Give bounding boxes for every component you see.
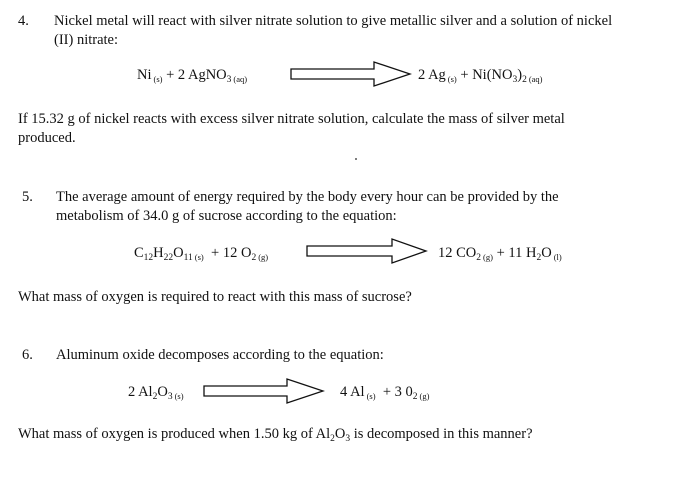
problem-5-equation-reactants: $C_{12}H_{22}O_{11}$ $_{(s)}$ + 12 $O_2$ $_{(g)}$ xyxy=(134,245,269,263)
problem-6-text-line1: Aluminum oxide decomposes according to the equation: xyxy=(56,347,384,363)
problem-6-equation-reactants: 2 $Al_2O_3$ $_{(s)}$ xyxy=(128,384,184,402)
problem-5-text-line2: metabolism of 34.0 g of sucrose according to the equation: xyxy=(56,208,397,224)
problem-4-question-line2: produced. xyxy=(18,130,76,146)
problem-5-question: What mass of oxygen is required to react with this mass of sucrose? xyxy=(18,289,412,305)
problem-5-number: 5. xyxy=(22,189,33,205)
problem-4-number: 4. xyxy=(18,13,29,29)
reaction-arrow-icon xyxy=(290,61,412,87)
problem-5-text-line1: The average amount of energy required by the body every hour can be provided by the xyxy=(56,189,559,205)
problem-4-text-line1: Nickel metal will react with silver nitrate solution to give metallic silver and a solution of nickel xyxy=(54,13,613,29)
problem-4-equation-reactants: Ni $_{(s)}$ + 2 AgNO$_3$ $_{(aq)}$ xyxy=(137,67,248,85)
problem-4-text-line2: (II) nitrate: xyxy=(54,32,119,48)
reaction-arrow-icon xyxy=(203,378,325,404)
problem-5-equation-products: 12 $CO_2$ $_{(g)}$ + 11 $H_2O$ $_{(l)}$ xyxy=(438,245,562,263)
problem-4-equation-products: 2 Ag $_{(s)} + Ni(NO_3)_2$ $_{(aq)}$ xyxy=(418,67,543,85)
stray-dot xyxy=(355,158,357,160)
problem-4-question-line1: If 15.32 g of nickel reacts with excess silver nitrate solution, calculate the mass of silver metal xyxy=(18,111,565,127)
problem-6-equation-products: 4 Al $_{(s)}$ + 3 $0_2$ $_{(g)}$ xyxy=(340,384,430,402)
problem-6-number: 6. xyxy=(22,347,33,363)
reaction-arrow-icon xyxy=(306,238,428,264)
problem-6-question: What mass of oxygen is produced when 1.50 kg of $Al_2O_3$ is decomposed in this manner? xyxy=(18,426,533,444)
